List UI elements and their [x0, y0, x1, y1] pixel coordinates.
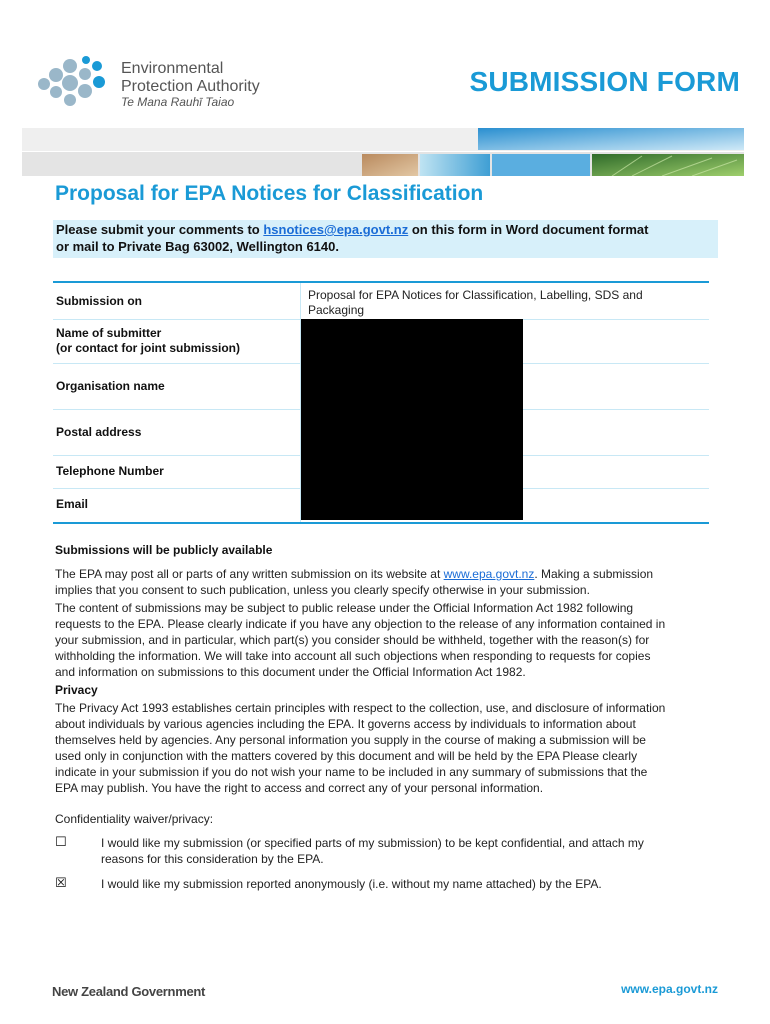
- confidentiality-label: Confidentiality waiver/privacy:: [55, 812, 214, 826]
- privacy-heading: Privacy: [55, 683, 98, 697]
- anonymous-option-text: I would like my submission reported anonymously (i.e. without my name attached) by the EPA.: [101, 877, 602, 891]
- publicity-p2-line5: and information on submissions to this document under the Official Information Act 1982.: [55, 665, 526, 679]
- publicity-p2-line2: requests to the EPA. Please clearly indicate if you have any objection to the release of any information contained in: [55, 617, 666, 631]
- publicity-p1-suffix: . Making a submission: [534, 567, 654, 581]
- submission-on-value: Proposal for EPA Notices for Classification, Labelling, SDS and Packaging: [308, 288, 643, 317]
- name-label-line2: (or contact for joint submission): [56, 341, 241, 355]
- anonymous-checkbox[interactable]: ☒: [55, 875, 67, 890]
- privacy-line1: The Privacy Act 1993 establishes certain principles with respect to the collection, use, and disclosure of information: [55, 701, 666, 715]
- org-maori-name: Te Mana Rauhī Taiao: [121, 95, 235, 109]
- form-title: SUBMISSION FORM: [469, 66, 740, 97]
- confidential-option-text: [101, 835, 711, 867]
- privacy-line2: about individuals by various agencies including the EPA. It governs access by individuals to information about: [55, 717, 636, 731]
- instruction-box: [53, 220, 718, 258]
- privacy-line4: used only in conjunction with the matters covered by this document and will be held by the EPA Please clearly: [55, 749, 638, 763]
- organisation-name-label: Organisation name: [56, 379, 165, 393]
- nz-government-logo: New Zealand Government: [52, 984, 206, 999]
- instruction-email-link[interactable]: hsnotices@epa.govt.nz: [263, 222, 409, 237]
- name-label-line1: Name of submitter: [56, 326, 162, 340]
- publicity-heading: Submissions will be publicly available: [55, 543, 273, 557]
- org-name-line1: Environmental: [121, 60, 224, 77]
- publicity-paragraph-1: [55, 566, 715, 598]
- epa-website-link[interactable]: www.epa.govt.nz: [443, 567, 535, 581]
- header-banner: [22, 128, 744, 176]
- epa-logo-icon: [34, 54, 112, 110]
- privacy-line3: themselves held by agencies. Any personal information you supply in the course of making a submission will be: [55, 733, 646, 747]
- footer-website-link[interactable]: www.epa.govt.nz: [621, 982, 718, 996]
- instruction-line2: or mail to Private Bag 63002, Wellington 6140.: [56, 239, 339, 254]
- option1-line1: I would like my submission (or specified parts of my submission) to be kept confidential, and attach my: [101, 836, 644, 850]
- submission-details-table: [53, 281, 709, 524]
- telephone-number-label: Telephone Number: [56, 464, 164, 478]
- publicity-p2-line4: withholding the information. We will take into account all such objections when responding to requests for copies: [55, 649, 651, 663]
- submission-on-label: Submission on: [56, 294, 143, 308]
- confidential-checkbox[interactable]: ☐: [55, 834, 67, 849]
- instruction-prefix: Please submit your comments to: [56, 222, 264, 237]
- postal-address-label: Postal address: [56, 425, 142, 439]
- privacy-line5: indicate in your submission if you do not wish your name to be included in any summary of submissions that the: [55, 765, 648, 779]
- instruction-suffix: on this form in Word document format: [408, 222, 649, 237]
- org-name-line2: Protection Authority: [121, 78, 260, 95]
- publicity-p1-line2: implies that you consent to such publication, unless you clearly specify otherwise in your submission.: [55, 583, 590, 597]
- publicity-paragraph-2: [55, 600, 715, 680]
- redacted-submitter-details: [301, 319, 523, 520]
- publicity-p2-line3: your submission, and in particular, which part(s) you consider should be withheld, together with the reason(s) for: [55, 633, 650, 647]
- name-of-submitter-label: [56, 326, 240, 356]
- privacy-line6: EPA may publish. You have the right to access and correct any of your personal information.: [55, 781, 544, 795]
- option1-line2: reasons for this consideration by the EPA.: [101, 852, 324, 866]
- privacy-paragraph: [55, 700, 715, 796]
- email-label: Email: [56, 497, 89, 511]
- publicity-p2-line1: The content of submissions may be subject to public release under the Official Information Act 1982 following: [55, 601, 634, 615]
- document-title: Proposal for EPA Notices for Classification: [55, 182, 484, 205]
- publicity-p1-prefix: The EPA may post all or parts of any written submission on its website at: [55, 567, 444, 581]
